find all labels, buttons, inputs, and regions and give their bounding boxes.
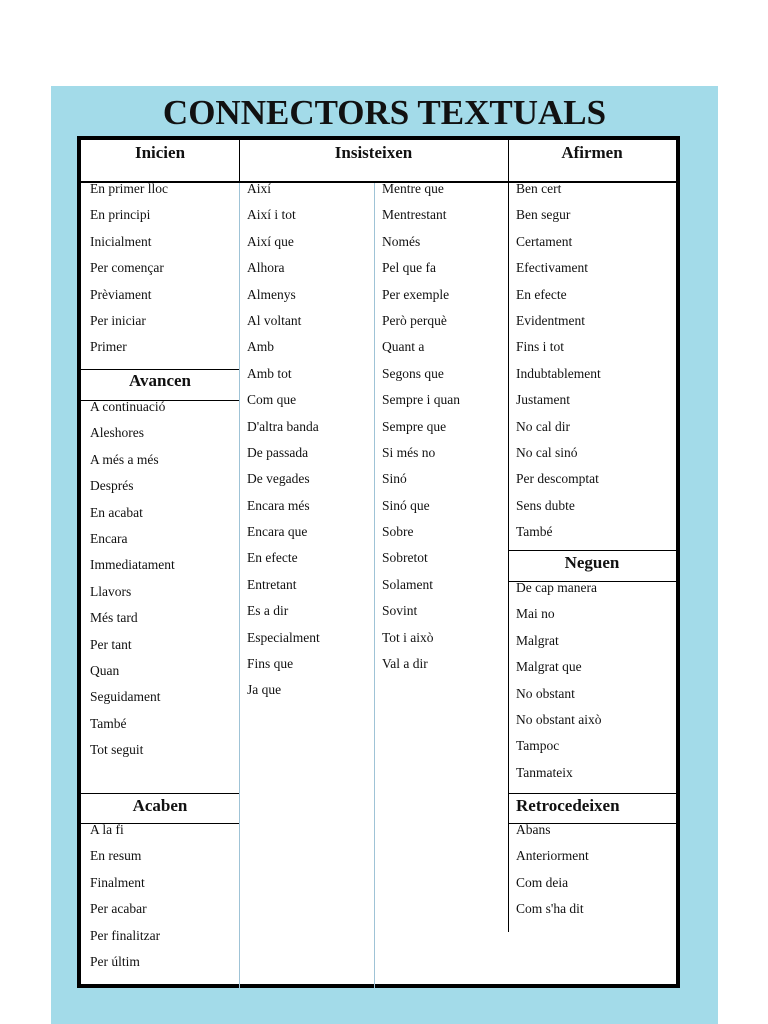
divider-col1-lower xyxy=(239,182,240,988)
list-item: Ja que xyxy=(247,682,282,698)
list-item: Però perquè xyxy=(382,312,447,328)
list-item: Finalment xyxy=(90,874,145,890)
heading-afirmen: Afirmen xyxy=(561,143,623,162)
list-item: Encara que xyxy=(247,524,308,540)
list-retrocedeixen xyxy=(516,823,589,929)
list-avancen xyxy=(90,400,175,769)
list-item: També xyxy=(90,715,127,731)
list-item: Malgrat xyxy=(516,632,559,648)
list-item: També xyxy=(516,524,553,540)
list-item: En primer lloc xyxy=(90,181,168,196)
list-item: Justament xyxy=(516,392,570,408)
list-item: Tot i això xyxy=(382,629,434,645)
list-item: Ben cert xyxy=(516,181,562,196)
list-item: Com que xyxy=(247,392,297,408)
list-item: Amb xyxy=(247,339,274,355)
list-item: Inicialment xyxy=(90,233,152,249)
list-item: Tot seguit xyxy=(90,742,144,758)
heading-avancen: Avancen xyxy=(128,371,191,390)
list-item: Si més no xyxy=(382,444,436,460)
list-item: Encara xyxy=(90,530,128,546)
list-item: Immediatament xyxy=(90,557,175,573)
list-item: Només xyxy=(382,233,421,249)
list-item: A la fi xyxy=(90,822,124,837)
list-item: No obstant això xyxy=(516,711,602,727)
list-acaben xyxy=(90,823,160,981)
list-item: Així i tot xyxy=(247,207,296,223)
list-item: Fins i tot xyxy=(516,339,565,355)
list-item: Sempre i quan xyxy=(382,392,460,408)
list-item: Es a dir xyxy=(247,603,289,619)
list-item: Sobretot xyxy=(382,550,428,566)
list-item: Tampoc xyxy=(516,738,560,754)
heading-insisteixen: Insisteixen xyxy=(334,143,413,162)
list-item: Per descomptat xyxy=(516,471,599,487)
list-item: En resum xyxy=(90,848,142,864)
heading-neguen: Neguen xyxy=(564,553,620,572)
list-item: Sempre que xyxy=(382,418,447,434)
list-item: Pel que fa xyxy=(382,260,436,276)
list-item: Almenys xyxy=(247,286,296,302)
list-insisteixen-right xyxy=(382,182,460,683)
list-item: Abans xyxy=(516,822,551,837)
list-afirmen xyxy=(516,182,601,551)
list-item: Sens dubte xyxy=(516,497,575,513)
list-item: Per acabar xyxy=(90,901,147,917)
list-item: A continuació xyxy=(90,399,166,414)
list-item: Després xyxy=(90,478,134,494)
list-item: Quan xyxy=(90,662,120,678)
list-neguen xyxy=(516,581,602,792)
list-item: Certament xyxy=(516,233,573,249)
list-item: Així xyxy=(247,181,272,196)
divider-col2 xyxy=(374,182,375,988)
list-item: Segons que xyxy=(382,365,444,381)
list-item: Especialment xyxy=(247,629,320,645)
list-item: Alhora xyxy=(247,260,285,276)
list-item: Val a dir xyxy=(382,656,428,672)
list-item: No cal dir xyxy=(516,418,570,434)
list-item: Malgrat que xyxy=(516,659,582,675)
list-item: En principi xyxy=(90,207,151,223)
list-item: Aleshores xyxy=(90,425,144,441)
list-item: En efecte xyxy=(247,550,298,566)
list-item: De passada xyxy=(247,444,309,460)
list-item: Efectivament xyxy=(516,260,588,276)
heading-retrocedeixen: Retrocedeixen xyxy=(516,796,620,815)
list-item: No cal sinó xyxy=(516,444,578,460)
list-item: Evidentment xyxy=(516,312,585,328)
list-item: Per exemple xyxy=(382,286,450,302)
list-item: Primer xyxy=(90,339,127,355)
list-item: Més tard xyxy=(90,610,138,626)
list-item: Amb tot xyxy=(247,365,292,381)
page-title: CONNECTORS TEXTUALS xyxy=(162,93,607,132)
retrocedeixen-top-rule xyxy=(508,793,676,794)
list-item: Sovint xyxy=(382,603,418,619)
list-item: Indubtablement xyxy=(516,365,601,381)
list-item: Encara més xyxy=(247,497,310,513)
list-item: Prèviament xyxy=(90,286,152,302)
list-item: Per tant xyxy=(90,636,132,652)
list-item: A més a més xyxy=(90,451,159,467)
list-inicien xyxy=(90,182,168,367)
avancen-top-rule xyxy=(81,369,239,370)
list-item: Per últim xyxy=(90,953,140,969)
list-item: Llavors xyxy=(90,583,132,599)
list-item: Solament xyxy=(382,576,433,592)
list-item: En acabat xyxy=(90,504,143,520)
list-item: Ben segur xyxy=(516,207,571,223)
list-item: Al voltant xyxy=(247,312,302,328)
list-item: No obstant xyxy=(516,685,575,701)
list-item: Anteriorment xyxy=(516,848,589,864)
list-item: Entretant xyxy=(247,576,297,592)
list-item: De cap manera xyxy=(516,580,597,595)
list-item: D'altra banda xyxy=(247,418,319,434)
list-item: Per iniciar xyxy=(90,312,146,328)
list-item: Sinó que xyxy=(382,497,430,513)
list-insisteixen-left xyxy=(247,182,320,710)
acaben-top-rule xyxy=(81,793,239,794)
list-item: Per finalitzar xyxy=(90,927,161,943)
heading-inicien: Inicien xyxy=(134,143,186,162)
list-item: Mai no xyxy=(516,606,555,622)
list-item: De vegades xyxy=(247,471,310,487)
list-item: Tanmateix xyxy=(516,764,573,780)
list-item: En efecte xyxy=(516,286,567,302)
list-item: Per començar xyxy=(90,260,164,276)
list-item: Fins que xyxy=(247,656,294,672)
connectors-table xyxy=(77,136,680,988)
list-item: Sobre xyxy=(382,524,414,540)
list-item: Quant a xyxy=(382,339,425,355)
list-item: Seguidament xyxy=(90,689,161,705)
heading-acaben: Acaben xyxy=(132,796,188,815)
list-item: Com deia xyxy=(516,874,569,890)
list-item: Mentre que xyxy=(382,181,444,196)
list-item: Com s'ha dit xyxy=(516,901,584,917)
list-item: Així que xyxy=(247,233,294,249)
list-item: Mentrestant xyxy=(382,207,447,223)
list-item: Sinó xyxy=(382,471,407,487)
